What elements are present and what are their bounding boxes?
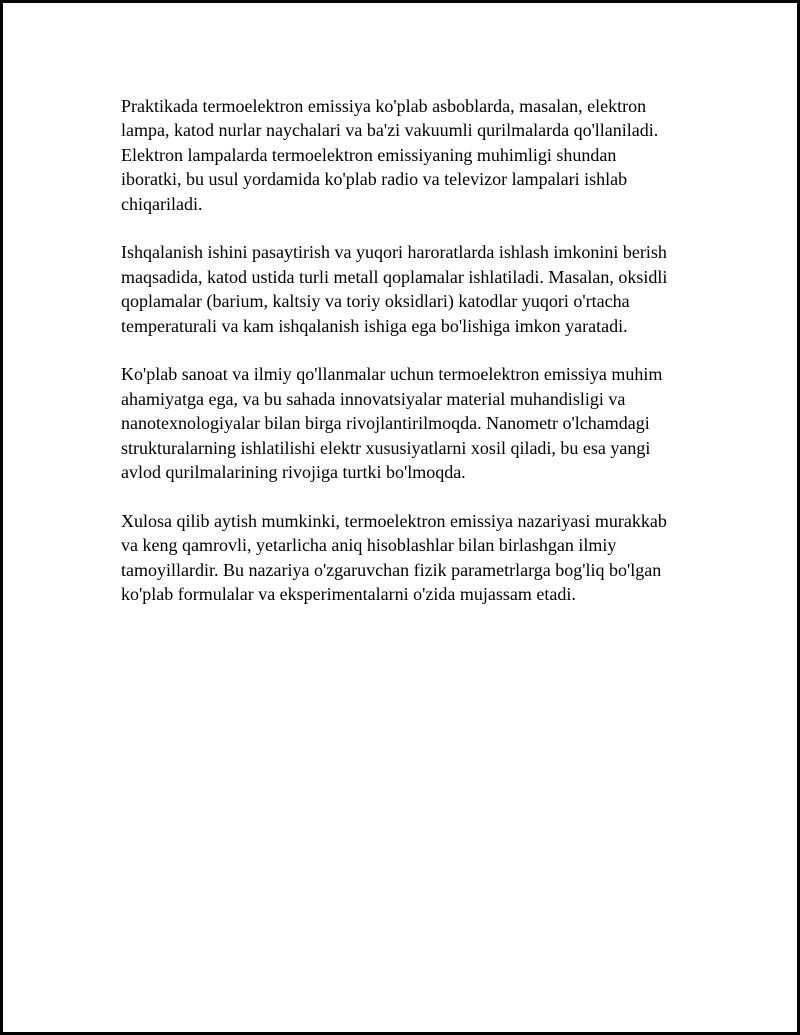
paragraph-2: Ishqalanish ishini pasaytirish va yuqori haroratlarda ishlash imkonini berish maqsadida, katod ustida turli metall qoplamalar ishlatiladi. Masalan, oksidli qoplamalar (barium, kaltsiy va toriy oksidlari) katodlar yuqori o'rtacha temperaturali va kam ishqalanish ishiga ega bo'lishiga imkon yaratadi. (121, 242, 668, 336)
paragraph-1: Praktikada termoelektron emissiya ko'plab asboblarda, masalan, elektron lampa, katod nurlar naychalari va ba'zi vakuumli qurilmalarda qo'llaniladi. Elektron lampalarda termoelektron emissiyaning muhimligi shundan iboratki, bu usul yordamida ko'plab radio va televizor lampalari ishlab chiqariladi. (121, 96, 659, 214)
paragraph-3: Ko'plab sanoat va ilmiy qo'llanmalar uchun termoelektron emissiya muhim ahamiyatga ega, va bu sahada innovatsiyalar material muhandisligi va nanotexnologiyalar bilan birga rivojlantirilmoqda. Nanometr o'lchamdagi strukturalarning ishlatilishi elektr xususiyatlarni xosil qiladi, bu esa yangi avlod qurilmalarining rivojiga turtki bo'lmoqda. (121, 364, 663, 483)
paragraph-4: Xulosa qilib aytish mumkinki, termoelektron emissiya nazariyasi murakkab va keng qamrovli, yetarlicha aniq hisoblashlar bilan birlashgan ilmiy tamoyillardir. Bu nazariya o'zgaruvchan fizik parametrlarga bog'liq bo'lgan ko'plab formulalar va eksperimentalarni o'zida mujassam etadi. (121, 510, 667, 605)
document-body (121, 94, 691, 606)
